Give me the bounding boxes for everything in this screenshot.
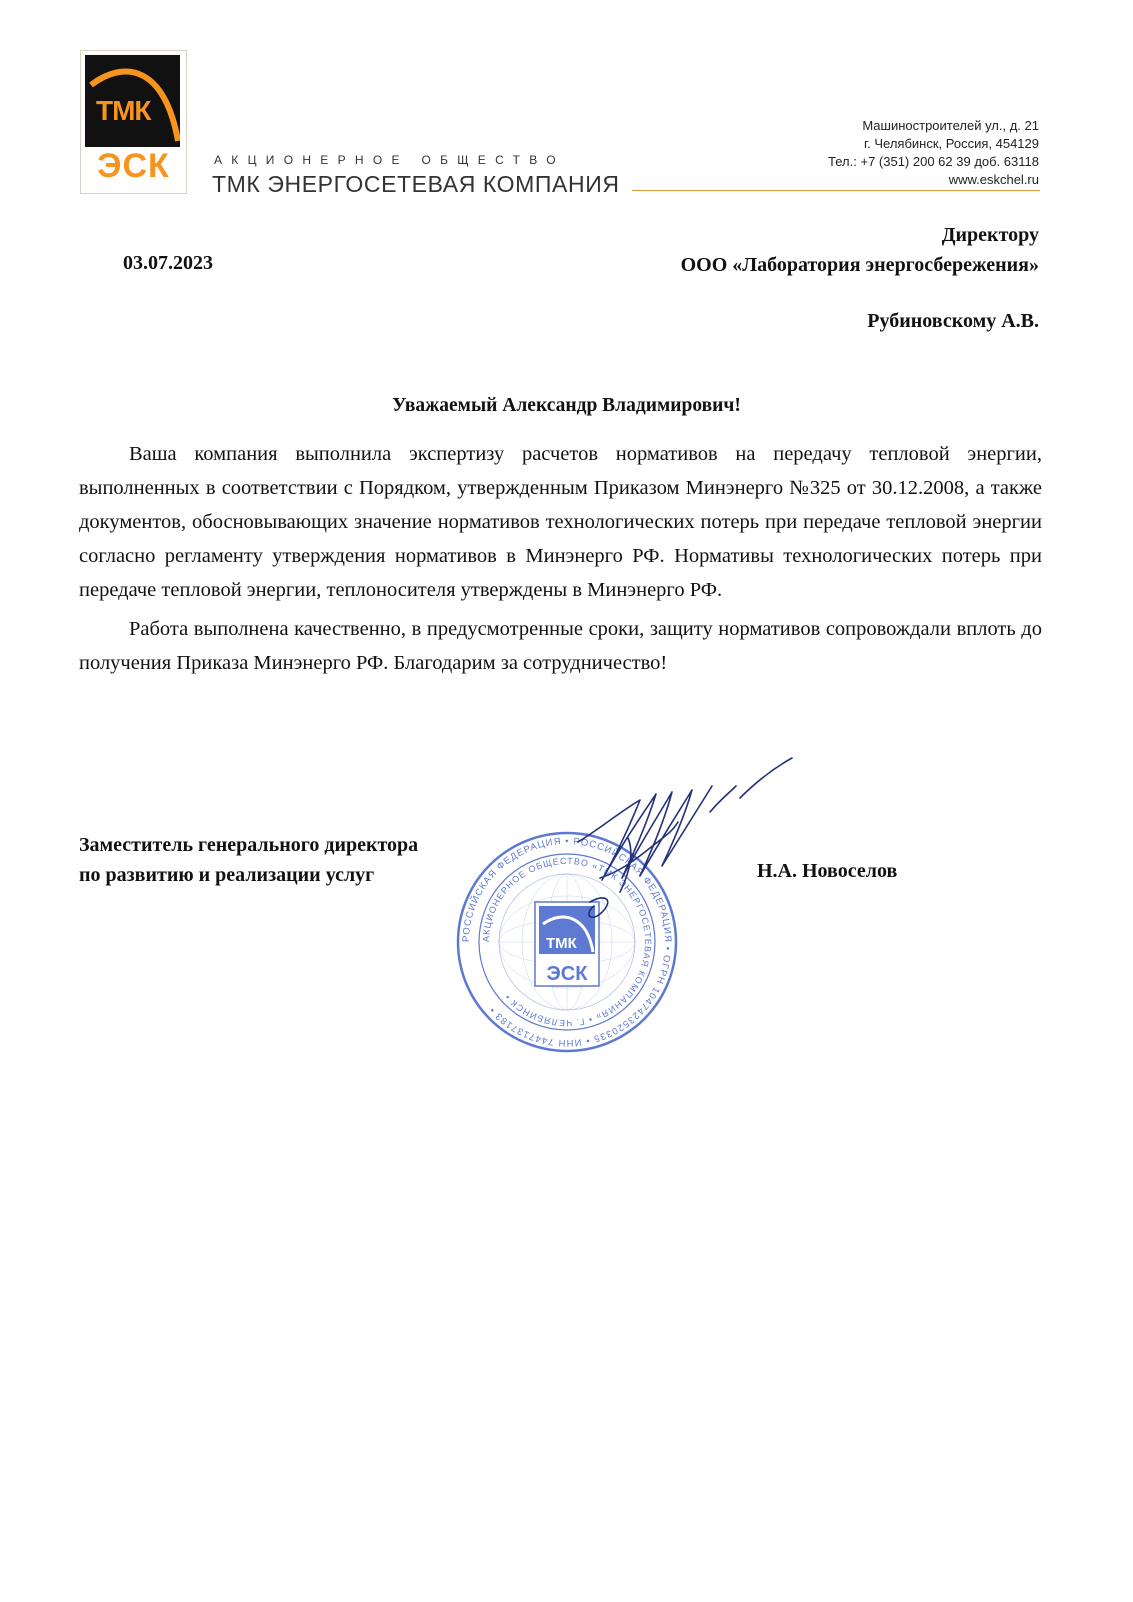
logo-esk-text: ЭСК [97,147,170,185]
addressee-title: Директору [941,224,1039,246]
handwritten-signature-icon [560,752,800,952]
body-paragraph-1: Ваша компания выполнила экспертизу расчетов нормативов на передачу тепловой энергии, выполненных в соответствии с Порядком, утвержденным Приказом Минэнерго №325 от 30.12.2008, а также документов, обосновывающих значение нормативов технологических потерь при передаче тепловой энергии согласно регламенту утверждения нормативов в Минэнерго РФ. Нормативы технологических потерь при передаче тепловой энергии, теплоносителя утверждены в Минэнерго РФ. [79,443,1042,601]
company-name: ТМК ЭНЕРГОСЕТЕВАЯ КОМПАНИЯ [212,171,620,197]
body-paragraph-2: Работа выполнена качественно, в предусмотренные сроки, защиту нормативов сопровождали вплоть до получения Приказа Минэнерго РФ. Благодарим за сотрудничество! [79,618,1042,674]
header-divider [632,190,1040,191]
logo-tmk-text: ТМК [96,95,151,126]
company-phone: Тел.: +7 (351) 200 62 39 доб. 63118 [828,154,1039,169]
seal-outer-text: РОССИЙСКАЯ ФЕДЕРАЦИЯ • РОССИЙСКАЯ ФЕДЕРАЦИЯ • ОГРН 1047423520335 • ИНН 7447137183 • [460,835,674,1049]
seal-logo-top: ТМК [546,935,577,952]
salutation: Уважаемый Александр Владимирович! [392,395,741,416]
company-address [828,117,1039,189]
signer-position-line-1: Заместитель генерального директора [79,834,419,856]
address-street: Машиностроителей ул., д. 21 [862,118,1039,133]
addressee-name: Рубиновскому А.В. [867,310,1039,332]
signer-name: Н.А. Новоселов [757,860,898,882]
logo-dark-panel [85,55,180,147]
addressee-block [681,220,1039,280]
company-type: АКЦИОНЕРНОЕ ОБЩЕСТВО [214,153,565,167]
letter-date: 03.07.2023 [123,252,213,274]
company-website: www.eskchel.ru [948,172,1039,187]
addressee-organization: ООО «Лаборатория энергосбережения» [680,254,1039,276]
company-logo [80,50,187,194]
address-city: г. Челябинск, Россия, 454129 [864,136,1039,151]
signer-position [79,830,418,890]
seal-inner-text: АКЦИОНЕРНОЕ ОБЩЕСТВО «ТМК ЭНЕРГОСЕТЕВАЯ КОМПАНИЯ» • Г. ЧЕЛЯБИНСК • [480,855,654,1029]
seal-logo-bottom: ЭСК [546,963,588,985]
letter-body [79,437,1042,680]
signer-position-line-2: по развитию и реализации услуг [79,864,375,886]
